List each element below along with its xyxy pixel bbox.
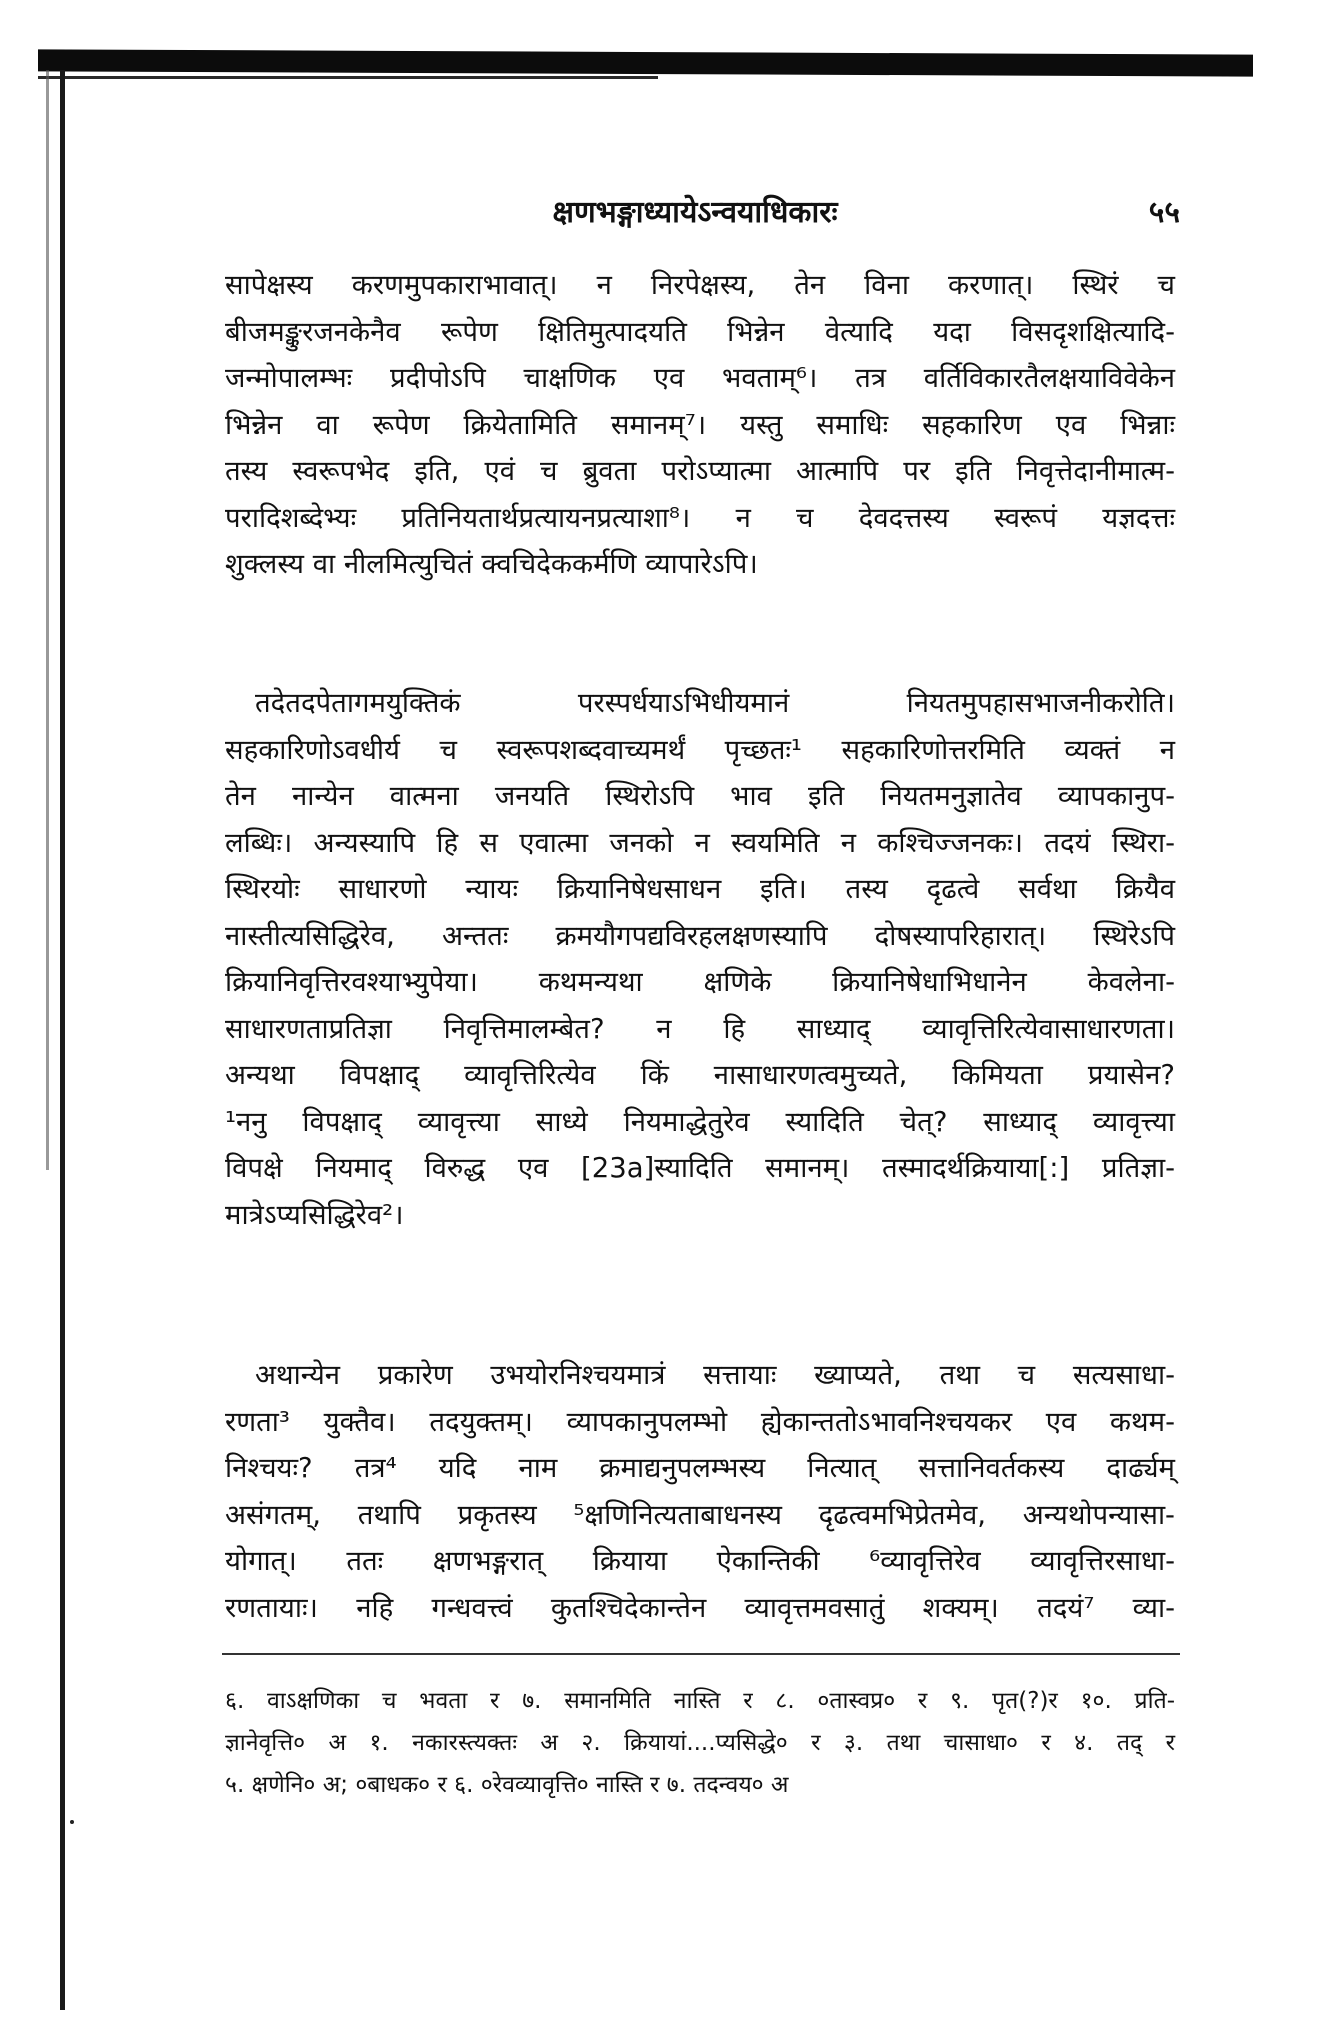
text-line: क्रियानिवृत्तिरवश्याभ्युपेया। कथमन्यथा क्षणिके क्रियानिषेधाभिधानेन केवलेना-: [225, 966, 1175, 998]
page-number: ५५: [1148, 195, 1180, 230]
text-line: तस्य स्वरूपभेद इति, एवं च ब्रुवता परोऽप्यात्मा आत्मापि पर इति निवृत्तेदानीमात्म-: [225, 455, 1175, 487]
text-line: असंगतम्, तथापि प्रकृतस्य ⁵क्षणिनित्यताबाधनस्य दृढत्वमभिप्रेतमेव, अन्यथोपन्यासा-: [225, 1498, 1175, 1531]
text-line: रणतायाः। नहि गन्धवत्त्वं कुतश्चिदेकान्तेन व्यावृत्तमवसातुं शक्यम्। तदयं⁷ व्या-: [225, 1591, 1175, 1624]
text-line: रणता³ युक्तैव। तदयुक्तम्। व्यापकानुपलम्भो ह्येकान्ततोऽभावनिश्चयकर एव कथम-: [225, 1405, 1175, 1438]
text-line: अन्यथा विपक्षाद् व्यावृत्तिरित्येव किं नासाधारणत्वमुच्यते, किमियता प्रयासेन?: [225, 1059, 1175, 1091]
text-line: सहकारिणोऽवधीर्य च स्वरूपशब्दवाच्यमर्थं पृच्छतः¹ सहकारिणोत्तरमिति व्यक्तं न: [225, 733, 1175, 766]
text-line: नास्तीत्यसिद्धिरेव, अन्ततः क्रमयौगपद्यविरहलक्षणस्यापि दोषस्यापरिहारात्। स्थिरेऽपि: [225, 919, 1175, 952]
text-line: बीजमङ्कुरजनकेनैव रूपेण क्षितिमुत्पादयति भिन्नेन वेत्यादि यदा विसदृशक्षित्यादि-: [225, 315, 1175, 348]
text-line: तदेतदपेतागमयुक्तिकं परस्पर्धयाऽभिधीयमानं नियतमुपहासभाजनीकरोति।: [255, 687, 1175, 719]
paragraph-3: [225, 1352, 1175, 1631]
text-line: मात्रेऽप्यसिद्धिरेव²।: [225, 1198, 404, 1231]
footnote-line: ज्ञानेवृत्ति० अ १. नकारस्त्यक्तः अ २. क्रियायां....प्यसिद्धे० र ३. तथा चासाधा० र ४. तद् र: [225, 1730, 1175, 1756]
text-line: विपक्षे नियमाद् विरुद्ध एव [23a]स्यादिति समानम्। तस्मादर्थक्रियाया[:] प्रतिज्ञा-: [225, 1152, 1175, 1184]
text-line: लब्धिः। अन्यस्यापि हि स एवात्मा जनको न स्वयमिति न कश्चिज्जनकः। तदयं स्थिरा-: [225, 826, 1175, 859]
text-line: साधारणताप्रतिज्ञा निवृत्तिमालम्बेत? न हि साध्याद् व्यावृत्तिरित्येवासाधारणता।: [225, 1012, 1175, 1045]
text-line: सापेक्षस्य करणमुपकाराभावात्। न निरपेक्षस्य, तेन विना करणात्। स्थिरं च: [225, 269, 1175, 301]
scan-top-border-shadow: [38, 76, 658, 79]
text-line: तेन नान्येन वात्मना जनयति स्थिरोऽपि भाव इति नियतमनुज्ञातेव व्यापकानुप-: [225, 780, 1175, 812]
paragraph-2: [225, 680, 1175, 1238]
footnotes: [225, 1680, 1175, 1806]
text-line: ¹ननु विपक्षाद् व्यावृत्त्या साध्ये नियमाद्धेतुरेव स्यादिति चेत्? साध्याद् व्यावृत्त्या: [225, 1105, 1175, 1138]
page-header: [210, 190, 1180, 240]
text-line: जन्मोपालम्भः प्रदीपोऽपि चाक्षणिक एव भवताम्⁶। तत्र वर्तिविकारतैलक्षयाविवेकेन: [225, 362, 1175, 394]
text-line: अथान्येन प्रकारेण उभयोरनिश्चयमात्रं सत्तायाः ख्याप्यते, तथा च सत्यसाधा-: [255, 1359, 1175, 1391]
text-line: शुक्लस्य वा नीलमित्युचितं क्वचिदेककर्मणि व्यापारेऽपि।: [225, 548, 758, 580]
text-line: परादिशब्देभ्यः प्रतिनियतार्थप्रत्यायनप्रत्याशा⁸। न च देवदत्तस्य स्वरूपं यज्ञदत्तः: [225, 501, 1175, 534]
scan-left-edge-shadow: [46, 70, 49, 1170]
text-line: भिन्नेन वा रूपेण क्रियेतामिति समानम्⁷। यस्तु समाधिः सहकारिण एव भिन्नाः: [225, 408, 1175, 441]
text-line: स्थिरयोः साधारणो न्यायः क्रियानिषेधसाधन इति। तस्य दृढत्वे सर्वथा क्रियैव: [225, 873, 1175, 905]
text-line: योगात्। ततः क्षणभङ्गरात् क्रियाया ऐकान्तिकी ⁶व्यावृत्तिरेव व्यावृत्तिरसाधा-: [225, 1545, 1175, 1577]
running-head: क्षणभङ्गाध्यायेऽन्वयाधिकारः: [552, 195, 838, 230]
scan-top-border: [38, 49, 1253, 76]
paragraph-1: [225, 262, 1175, 588]
text-line: निश्चयः? तत्र⁴ यदि नाम क्रमाद्यनुपलम्भस्य नित्यात् सत्तानिवर्तकस्य दार्ढ्यम्: [225, 1452, 1175, 1484]
footnote-divider: [222, 1653, 1180, 1655]
scan-left-edge: [60, 70, 65, 2010]
footnote-line: ६. वाऽक्षणिका च भवता र ७. समानमिति नास्ति र ८. ०तास्वप्र० र ९. पृत(?)र १०. प्रति-: [225, 1688, 1175, 1714]
footnote-line: ५. क्षणेनि० अ; ०बाधक० र ६. ०रेवव्यावृत्ति० नास्ति र ७. तदन्वय० अ: [225, 1772, 789, 1798]
scan-speck: [70, 1820, 74, 1824]
